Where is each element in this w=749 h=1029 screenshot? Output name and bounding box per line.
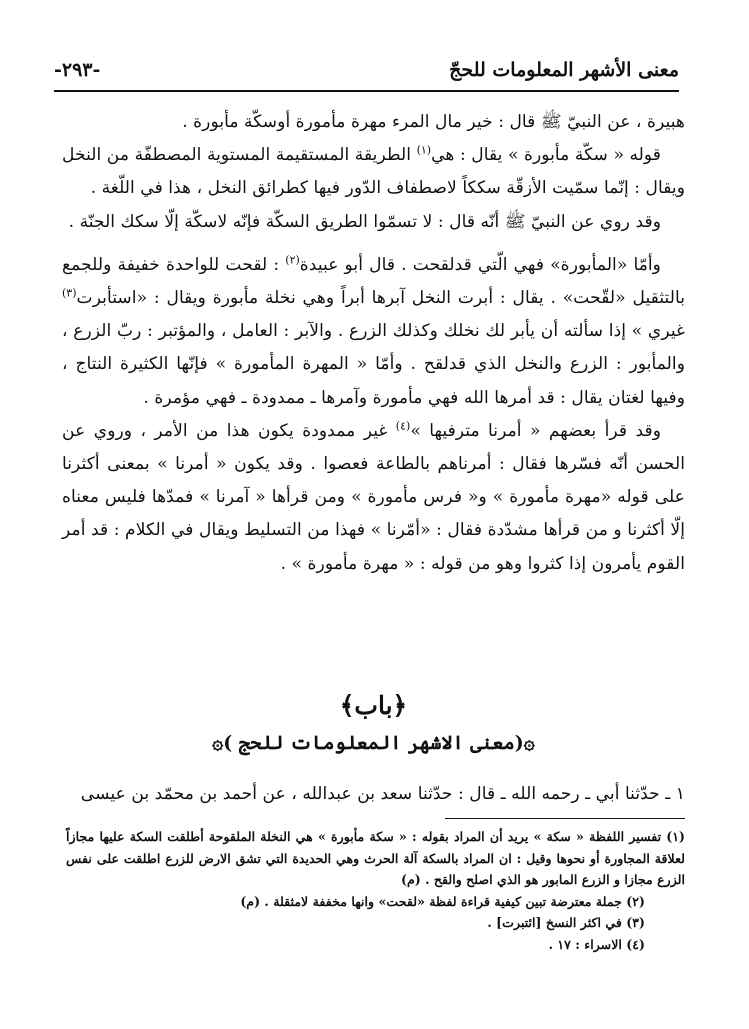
footnote-3: (٣) في اكثر النسخ [ائتبرت] . — [487, 915, 645, 931]
paragraph: هبيرة ، عن النبيّ ﷺ قال : خير مال المرء مهرة مأمورة أوسكّة مأبورة . — [182, 112, 685, 132]
paragraph: وقد روي عن النبيّ ﷺ أنّه قال : لا تسمّوا الطريق السكّة فإنّه لاسكّة إلّا سكك الجنّة . — [68, 211, 661, 232]
paragraph — [62, 139, 685, 205]
footnote-2: (٢) جملة معترضة تبين كيفية قراءة لفظة «لقحت» وانها مخففة لامثقلة . (م) — [240, 893, 645, 909]
paragraph — [62, 249, 685, 415]
header-title: معنى الأشهر المعلومات للحجّ — [449, 59, 679, 81]
page-number: -٢٩٣- — [54, 59, 101, 81]
chapter-heading — [62, 686, 685, 760]
paragraph-text: غيري » إذا سألته أن يأبر لك نخلك وكذلك الزرع . والآبر : العامل ، والمؤتبر : ربّ الزرع ، والمأبور : الزرع والنخل الذي قدلقح . وأمّا « المهرة المأمورة » فإنّها الكثيرة النتاج ، وفيها لغتان يقال : قد أمرها الله فهي مأمورة وآمرها ـ ممدودة ـ فهي مؤمرة . — [62, 321, 685, 408]
paragraph-text: الطريقة المستقيمة المستوية المصطفّة من النخل ويقال : إنّما سمّيت الأزقّة سككاً لاصطفاف الدّور فيها كطرائق النخل ، هذا في اللّغة . — [62, 145, 685, 199]
bab-title: ﴿باب﴾ — [339, 691, 408, 720]
footnote-ref-1[interactable]: (١) — [416, 143, 432, 157]
paragraph-text: وأمّا «المأبورة» فهي الّتي قدلقحت . قال أبو عبيدة — [299, 254, 661, 275]
footnote-4: (٤) الاسراء : ١٧ . — [548, 936, 645, 952]
chapter-title: ۞(معنى الاشهر المعلومات للحج )۞ — [212, 732, 535, 754]
footnote-ref-2[interactable]: (٢) — [285, 253, 300, 267]
footnote-divider — [445, 818, 685, 819]
paragraph-text: قوله « سكّة مأبورة » يقال : هي — [431, 145, 662, 166]
main-text — [62, 106, 685, 581]
paragraph-text: وقد قرأ بعضهم « أمرنا مترفيها » — [410, 420, 662, 441]
paragraph — [62, 415, 685, 581]
footnotes — [66, 826, 685, 956]
paragraph-text: غير ممدودة يكون هذا من الأمر ، وروي عن الحسن أنّه فسّرها فقال : أمرناهم بالطاعة فعصوا . وقد يكون « أمرنا » بمعنى أكثرنا على قوله «مهرة مأمورة » و« فرس مأمورة » ومن قرأها « آمرنا » فمدّها فليس معناه إلّا أكثرنا و من قرأها مشدّدة فقال : «أمّرنا » فهذا من التسليط ويقال في الكلام : قد أمر القوم يأمرون إذا كثروا وهو من قوله : « مهرة مأمورة » . — [62, 420, 685, 574]
footnote-ref-3[interactable]: (٣) — [62, 286, 77, 300]
running-header — [54, 52, 679, 92]
paragraph-text: : لقحت للواحدة خفيفة وللجمع بالتثقيل «لقّحت» . يقال : أبرت النخل آبرها أبراً وهي نخلة مأبورة ويقال : «استأبرت — [62, 254, 685, 309]
footnote-1: (١) تفسير اللفظة « سكة » يريد أن المراد بقوله : « سكة مأبورة » هي النخلة الملقوحة أطلقت السكة عليها مجازاً لعلاقة المجاورة أو نحوها وقيل : ان المراد بالسكة آلة الحرث وهي الحديدة التي تشق الارض للزرع اطلقت على نفس الزرع مجازا و الزرع المابور هو الذي اصلح والقح . (م) — [66, 829, 685, 888]
footnote-ref-4[interactable]: (٤) — [395, 419, 411, 433]
hadith-opening: ١ ـ حدّثنا أبي ـ رحمه الله ـ قال : حدّثنا سعد بن عبدالله ، عن أحمد بن محمّد بن عيسى — [80, 784, 685, 804]
